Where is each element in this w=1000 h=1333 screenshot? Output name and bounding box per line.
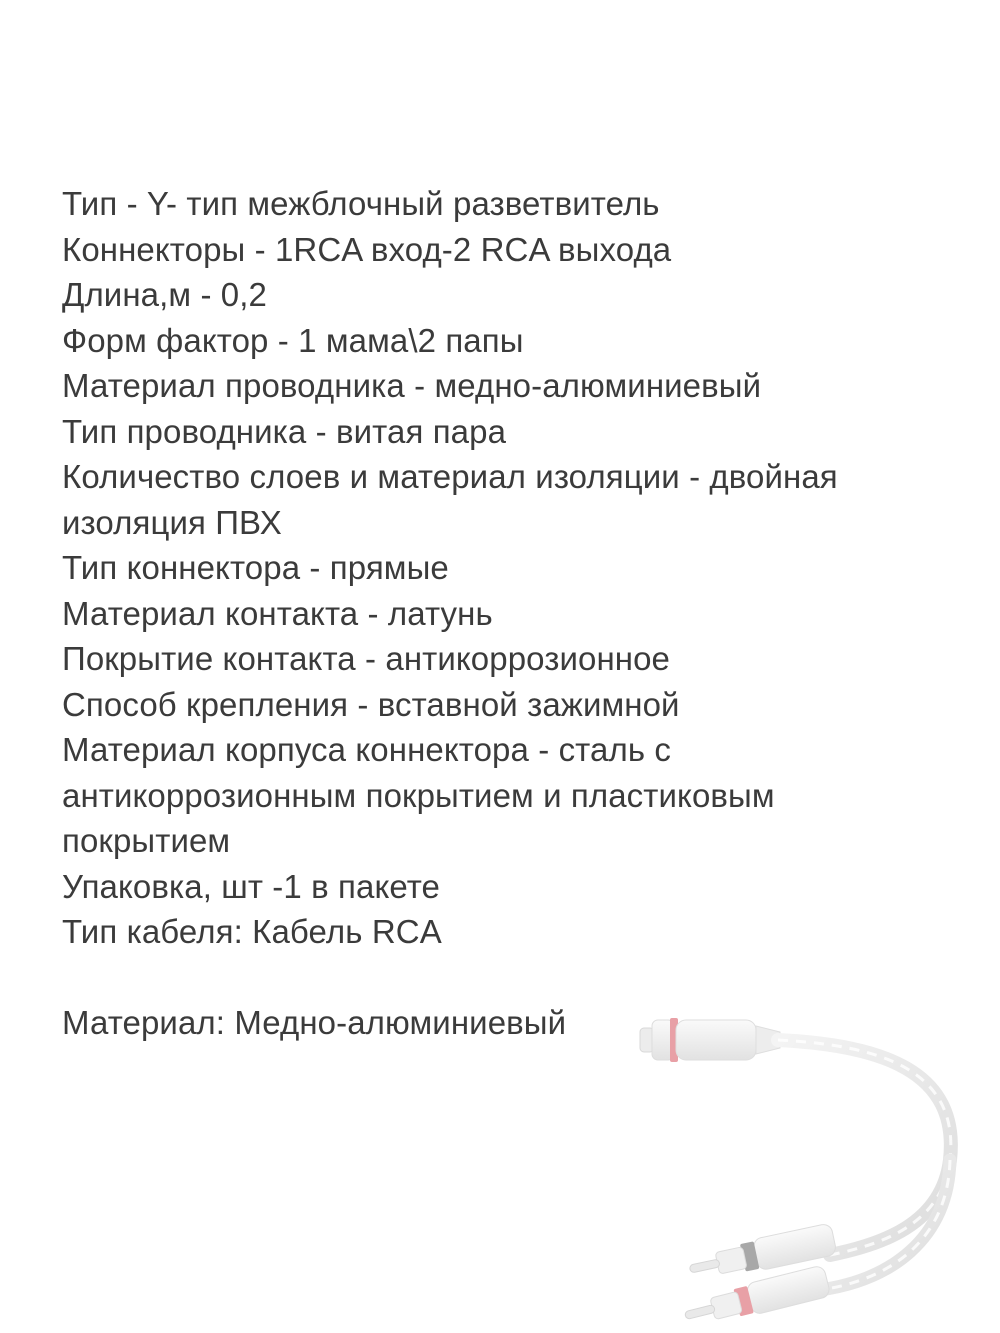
- spec-line-type: Тип - Y- тип межблочный разветвитель: [62, 185, 660, 222]
- spec-line-conductor-material: Материал проводника - медно-алюминиевый: [62, 367, 762, 404]
- female-connector: [640, 1018, 780, 1062]
- male-connector-red: [682, 1265, 831, 1331]
- spec-line-mounting: Способ крепления - вставной зажимной: [62, 685, 680, 723]
- spec-list: [62, 181, 942, 1046]
- spec-line-connectors: Коннекторы - 1RCA вход-2 RCA выхода: [62, 230, 672, 268]
- spec-line-connector-type: Тип коннектора - прямые: [62, 549, 449, 586]
- spec-line-insulation-cont: изоляция ПВХ: [62, 503, 282, 541]
- spec-line-housing-material-cont: антикоррозионным покрытием и пластиковым: [62, 776, 775, 814]
- spec-line-conductor-type: Тип проводника - витая пара: [62, 412, 507, 450]
- spec-line-form-factor: Форм фактор - 1 мама\2 папы: [62, 321, 524, 359]
- spec-line-length: Длина,м - 0,2: [62, 276, 267, 313]
- spec-line-housing-material-end: покрытием: [62, 822, 231, 859]
- spec-line-insulation: Количество слоев и материал изоляции - двойная: [62, 458, 838, 495]
- spec-line-contact-coating: Покрытие контакта - антикоррозионное: [62, 640, 671, 677]
- spec-line-material: Материал: Медно-алюминиевый: [62, 1004, 567, 1041]
- spec-line-packaging: Упаковка, шт -1 в пакете: [62, 867, 441, 905]
- rca-y-splitter-cable-icon: [630, 990, 990, 1333]
- spec-line-contact-material: Материал контакта - латунь: [62, 594, 493, 632]
- spec-line-cable-type: Тип кабеля: Кабель RCA: [62, 913, 442, 950]
- spec-line-housing-material: Материал корпуса коннектора - сталь с: [62, 731, 671, 768]
